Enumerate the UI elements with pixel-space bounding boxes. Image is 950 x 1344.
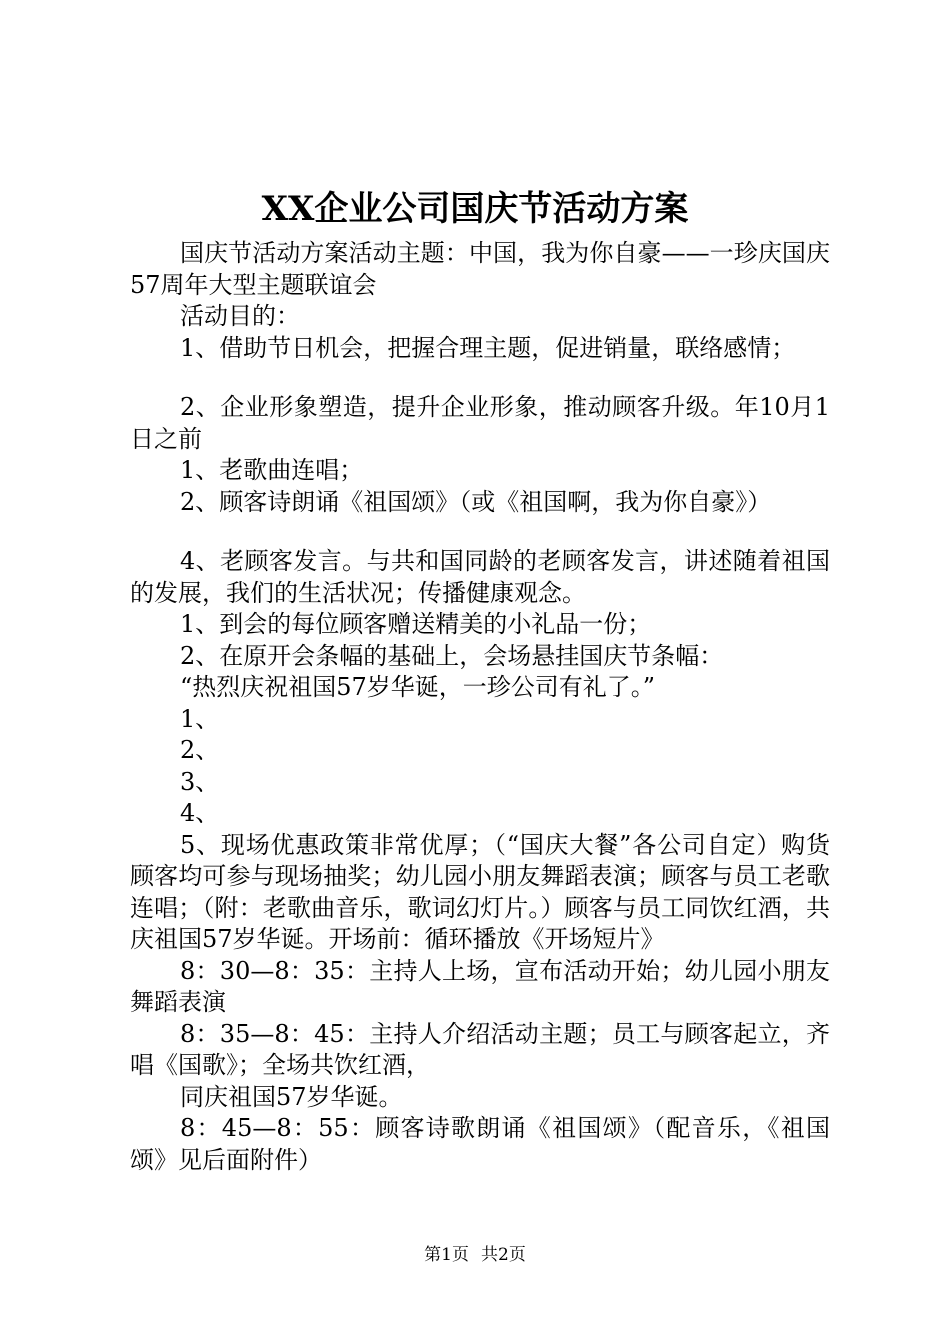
paragraph-item-song: 1、老歌曲连唱；: [180, 456, 364, 484]
paragraph-banner-slogan: “热烈庆祝祖国57岁华诞，一珍公司有礼了。”: [180, 673, 656, 701]
paragraph-schedule-3: 8：45—8：55：顾客诗歌朗诵《祖国颂》（配音乐，《祖国颂》见后面附件）: [130, 1114, 830, 1174]
paragraph-blank-3: 3、: [180, 767, 220, 796]
paragraph-purpose-heading: 活动目的：: [180, 302, 300, 330]
paragraph-schedule-2: 8：35—8：45：主持人介绍活动主题；员工与顾客起立，齐唱《国歌》；全场共饮红酒，: [130, 1019, 830, 1079]
page-total: 共2页: [481, 1245, 526, 1265]
paragraph-blank-1: 1、: [180, 704, 220, 733]
page-number: 第1页: [424, 1245, 469, 1265]
paragraph-banner: 2、在原开会条幅的基础上，会场悬挂国庆节条幅：: [180, 641, 724, 670]
paragraph-schedule-1: 8：30—8：35：主持人上场，宣布活动开始；幼儿园小朋友舞蹈表演: [130, 956, 830, 1016]
paragraph-blank-2: 2、: [180, 736, 220, 764]
paragraph-gift: 1、到会的每位顾客赠送精美的小礼品一份；: [180, 610, 652, 638]
paragraph-promotion: 5、现场优惠政策非常优厚；（“国庆大餐”各公司自定）购货顾客均可参与现场抽奖；幼儿园小朋友舞蹈表演；顾客与员工老歌连唱；（附：老歌曲音乐，歌词幻灯片。）顾客与员工同饮红酒，共庆祖国57岁华诞。开场前：循环播放《开场短片》: [130, 830, 830, 953]
paragraph-theme: 国庆节活动方案活动主题：中国，我为你自豪——一珍庆国庆57周年大型主题联谊会: [130, 239, 830, 299]
paragraph-item-poem: 2、顾客诗朗诵《祖国颂》（或《祖国啊，我为你自豪》）: [180, 487, 772, 516]
document-body: [130, 238, 830, 1176]
paragraph-schedule-2-cont: 同庆祖国57岁华诞。: [180, 1082, 403, 1111]
paragraph-item-speech: 4、老顾客发言。与共和国同龄的老顾客发言，讲述随着祖国的发展，我们的生活状况；传播健康观念。: [130, 547, 830, 607]
paragraph-purpose-2: 2、企业形象塑造，提升企业形象，推动顾客升级。年10月1日之前: [130, 393, 830, 453]
page-footer: [0, 1244, 950, 1266]
document-title: XX企业公司国庆节活动方案: [261, 189, 689, 229]
paragraph-blank-4: 4、: [180, 799, 220, 827]
paragraph-purpose-1: 1、借助节日机会，把握合理主题，促进销量，联络感情；: [180, 333, 796, 362]
